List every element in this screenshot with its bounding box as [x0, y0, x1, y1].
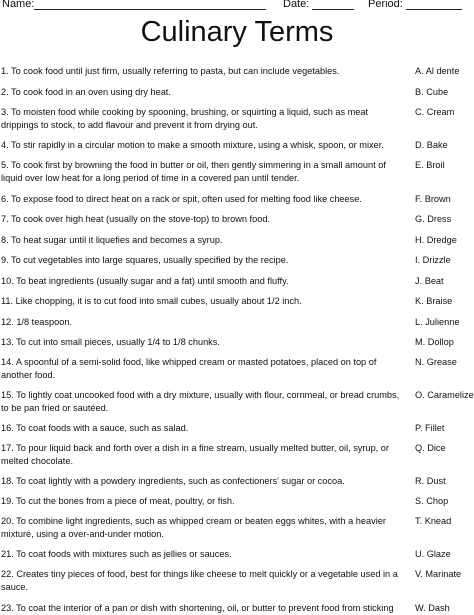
question-text: 10. To beat ingredients (usually sugar and a fat) until smooth and fluffy.: [1, 276, 289, 286]
answer-option: E. Broil: [415, 160, 445, 170]
question-text: 8. To heat sugar until it liquefies and becomes a syrup.: [1, 235, 223, 245]
answer-option: Q. Dice: [415, 443, 446, 453]
question-text: 2. To cook food in an oven using dry heat.: [1, 87, 171, 97]
answer-option: P. Fillet: [415, 423, 445, 433]
answer-option: C. Cream: [415, 107, 455, 117]
answer-option: B. Cube: [415, 87, 449, 97]
name-label: Name:: [2, 0, 35, 10]
answer-option: T. Knead: [415, 516, 452, 526]
answer-option: D. Bake: [415, 140, 448, 150]
question-text: 18. To coat lightly with a powdery ingredients, such as confectioners' sugar or cocoa.: [1, 476, 345, 486]
question-text: 9. To cut vegetables into large squares, usually specified by the recipe.: [1, 255, 289, 265]
question-text: 15. To lightly coat uncooked food with a dry mixture, usually with flour, cornmeal, or bread crumbs, to be pan fried or sautéed.: [1, 390, 400, 413]
answer-option: W. Dash: [415, 603, 450, 613]
question-text: 22. Creates tiny pieces of food, best for things like cheese to melt quickly or a vegetable used in a sauce.: [1, 569, 398, 592]
question-text: 12. 1/8 teaspoon.: [1, 317, 73, 327]
question-text: 19. To cut the bones from a piece of meat, poultry, or fish.: [1, 496, 235, 506]
question-text: 3. To moisten food while cooking by spooning, brushing, or squirting a liquid, such as meat drippings to stock, to add flavour and prevent it from drying out.: [1, 107, 369, 130]
page-title: Culinary Terms: [140, 16, 334, 48]
answer-option: N. Grease: [415, 357, 457, 367]
question-text: 5. To cook first by browning the food in butter or oil, then gently simmering in a small amount of liquid over low heat for a long period of time in a covered pan until tender.: [1, 160, 386, 183]
date-field[interactable]: [312, 9, 354, 10]
question-text: 1. To cook food until just firm, usually referring to pasta, but can include vegetables.: [1, 66, 340, 76]
answer-option: V. Marinate: [415, 569, 462, 579]
answer-option: M. Dollop: [415, 337, 454, 347]
question-text: 17. To pour liquid back and forth over a dish in a fine stream, usually melted butter, oil, syrup, or melted chocolate.: [1, 443, 389, 466]
name-field[interactable]: [34, 9, 266, 10]
answer-option: G. Dress: [415, 214, 452, 224]
period-label: Period:: [368, 0, 403, 10]
answer-option: R. Dust: [415, 476, 446, 486]
answer-option: F. Brown: [415, 194, 451, 204]
answer-option: S. Chop: [415, 496, 449, 506]
answer-option: H. Dredge: [415, 235, 457, 245]
answer-option: I. Drizzle: [415, 255, 451, 265]
period-field[interactable]: [406, 9, 462, 10]
question-text: 6. To expose food to direct heat on a rack or spit, often used for melting food like cheese.: [1, 194, 362, 204]
answer-option: L. Julienne: [415, 317, 460, 327]
question-text: 21. To coat foods with mixtures such as jellies or sauces.: [1, 549, 232, 559]
question-text: 7. To cook over high heat (usually on the stove-top) to brown food.: [1, 214, 270, 224]
question-text: 20. To combine light ingredients, such as whipped cream or beaten eggs whites, with a heavier mixture, using a over-and-under motion.: [1, 516, 386, 539]
answer-option: J. Beat: [415, 276, 444, 286]
question-text: 23. To coat the interior of a pan or dish with shortening, oil, or butter to prevent food from sticking: [1, 603, 394, 613]
question-text: 14. A spoonful of a semi-solid food, like whipped cream or masted potatoes, placed on top of another food.: [1, 357, 377, 380]
answer-option: K. Braise: [415, 296, 453, 306]
answer-option: A. Al dente: [415, 66, 460, 76]
date-label: Date:: [283, 0, 310, 10]
answer-option: U. Glaze: [415, 549, 451, 559]
student-info-header: [0, 0, 474, 12]
question-text: 4. To stir rapidly in a circular motion to make a smooth mixture, using a whisk, spoon, or mixer.: [1, 140, 384, 150]
question-text: 13. To cut into small pieces, usually 1/4 to 1/8 chunks.: [1, 337, 220, 347]
question-text: 16. To coat foods with a sauce, such as salad.: [1, 423, 189, 433]
answer-option: O. Caramelize: [415, 390, 474, 400]
question-text: 11. Like chopping, it is to cut food into small cubes, usually about 1/2 inch.: [1, 296, 302, 306]
